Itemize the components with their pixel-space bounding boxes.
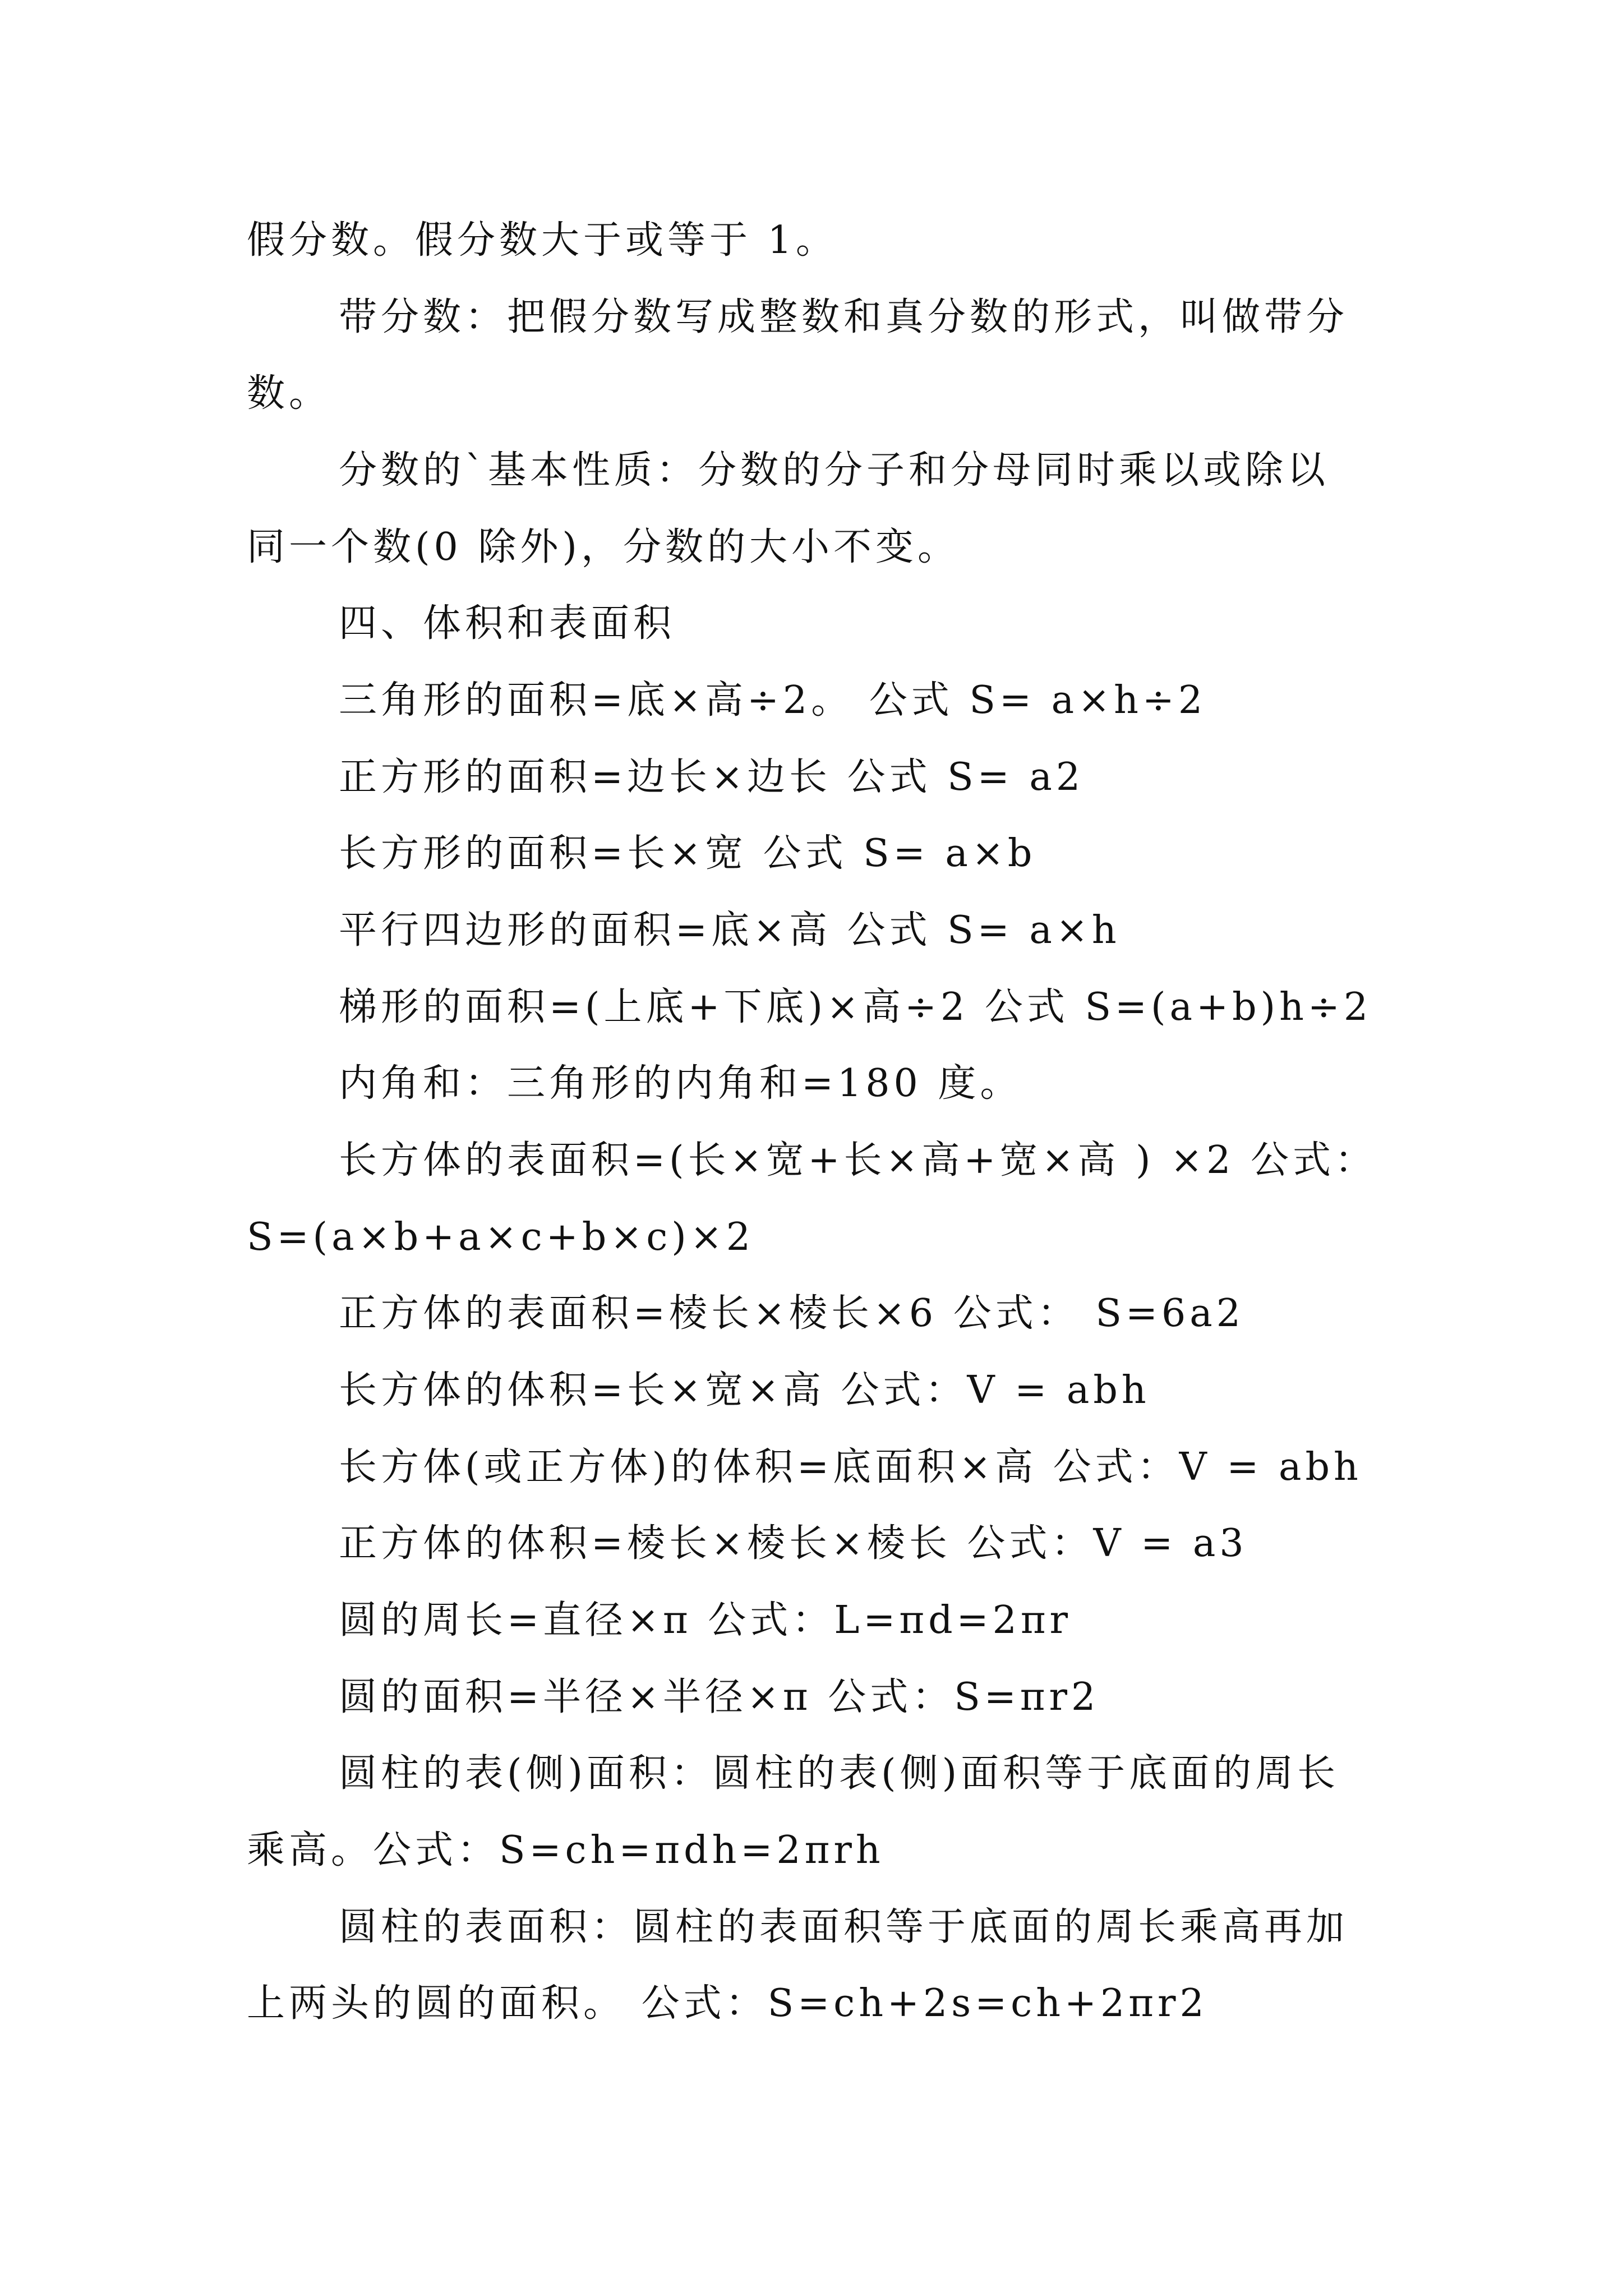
formula-line: 长方体的表面积=(长×宽+长×高+宽×高 ) ×2 公式： <box>339 1138 1377 1182</box>
formula-line: 长方体(或正方体)的体积=底面积×高 公式：V = abh <box>339 1445 1362 1489</box>
formula-line: 圆柱的表(侧)面积：圆柱的表(侧)面积等于底面的周长 <box>339 1751 1340 1796</box>
formula-line: 圆的周长=直径×π 公式：L=πd=2πr <box>339 1598 1072 1642</box>
formula-line: 长方体的体积=长×宽×高 公式：V = abh <box>339 1368 1150 1412</box>
formula-line: S=(a×b+a×c+b×c)×2 <box>247 1215 755 1259</box>
formula-line: 梯形的面积=(上底+下底)×高÷2 公式 S=(a+b)h÷2 <box>339 985 1372 1029</box>
formula-line: 内角和：三角形的内角和=180 度。 <box>339 1061 1022 1106</box>
formula-line: 平行四边形的面积=底×高 公式 S= a×h <box>339 908 1121 953</box>
text-line: 同一个数(0 除外)，分数的大小不变。 <box>247 525 960 569</box>
formula-line: 上两头的圆的面积。 公式：S=ch+2s=ch+2πr2 <box>247 1981 1208 2026</box>
formula-line: 正方体的表面积=棱长×棱长×6 公式： S=6a2 <box>339 1291 1245 1336</box>
formula-line: 正方形的面积=边长×边长 公式 S= a2 <box>339 755 1085 799</box>
text-line: 带分数：把假分数写成整数和真分数的形式，叫做带分 <box>339 295 1349 339</box>
text-line: 假分数。假分数大于或等于 1。 <box>247 218 838 263</box>
text-line: 分数的`基本性质：分数的分子和分母同时乘以或除以 <box>339 448 1330 493</box>
formula-line: 圆的面积=半径×半径×π 公式：S=πr2 <box>339 1675 1100 1719</box>
formula-line: 圆柱的表面积：圆柱的表面积等于底面的周长乘高再加 <box>339 1905 1349 1949</box>
text-line: 数。 <box>247 371 331 416</box>
formula-line: 三角形的面积=底×高÷2。 公式 S= a×h÷2 <box>339 678 1207 723</box>
section-heading: 四、体积和表面积 <box>339 601 676 646</box>
formula-line: 正方体的体积=棱长×棱长×棱长 公式：V = a3 <box>339 1521 1248 1566</box>
formula-line: 长方形的面积=长×宽 公式 S= a×b <box>339 831 1036 876</box>
formula-line: 乘高。公式：S=ch=πdh=2πrh <box>247 1828 884 1872</box>
